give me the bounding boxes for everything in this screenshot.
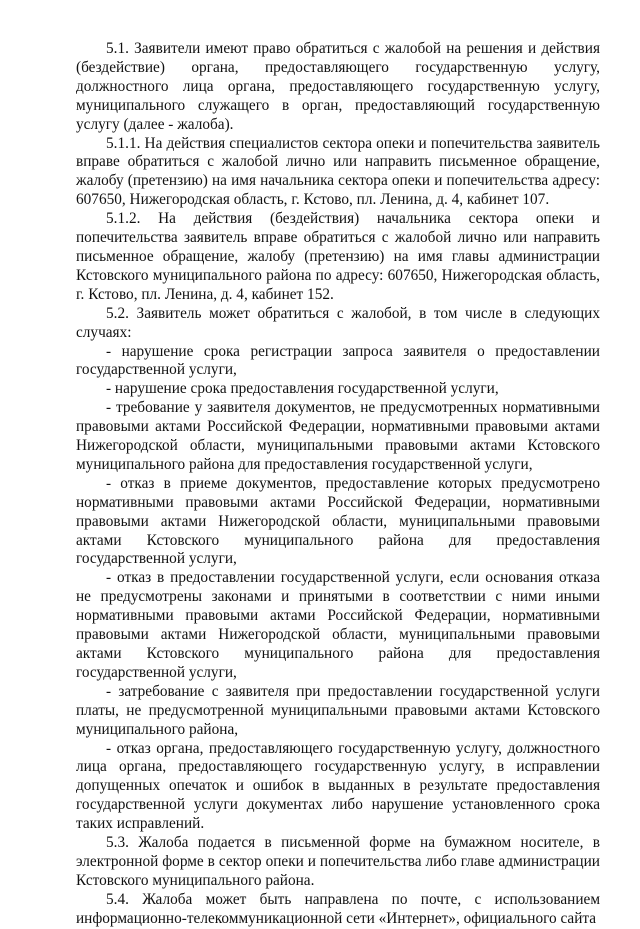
- paragraph-5-1-2: 5.1.2. На действия (бездействия) начальника сектора опеки и попечительства заявитель вправе обратиться с жалобой лично или направить письменное обращение, жалобу (претензию) на имя главы администрации Кстовского муниципального района по адресу: 607650, Нижегородская область, г. Кстово, пл. Ленина, д. 4, кабинет 152.: [76, 210, 600, 303]
- paragraph-5-2: 5.2. Заявитель может обратиться с жалобой, в том числе в следующих случаях:: [76, 304, 600, 341]
- paragraph-5-4: 5.4. Жалоба может быть направлена по почте, с использованием информационно-телекоммуникационной сети «Интернет», официального сайта: [76, 890, 600, 927]
- list-item-acceptance-refusal: - отказ в приеме документов, предоставление которых предусмотрено нормативными правовыми актами Российской Федерации, нормативными правовыми актами Нижегородской области, муниципальными правовыми актами Кстовского муниципального района для предоставления государственной услуги,: [76, 474, 600, 568]
- list-item-fee-demand: - затребование с заявителя при предоставлении государственной услуги платы, не предусмотренной муниципальными правовыми актами Кстовского муниципального района,: [76, 682, 600, 738]
- paragraph-5-1: 5.1. Заявители имеют право обратиться с жалобой на решения и действия (бездействие) органа, предоставляющего государственную услугу, должностного лица органа, предоставляющего государственную услугу, муниципального служащего в орган, предоставляющий государственную услугу (далее - жалоба).: [76, 40, 600, 133]
- list-item-term-violation: - нарушение срока предоставления государственной услуги,: [106, 380, 499, 398]
- paragraph-5-3: 5.3. Жалоба подается в письменной форме на бумажном носителе, в электронной форме в сектор опеки и попечительства либо главе администрации Кстовского муниципального района.: [76, 834, 600, 889]
- list-item-registration-violation: - нарушение срока регистрации запроса заявителя о предоставлении государственной услуги,: [76, 342, 600, 379]
- list-item-correction-refusal: - отказ органа, предоставляющего государственную услугу, должностного лица органа, предоставляющего государственную услугу, в исправлении допущенных опечаток и ошибок в выданных в результате предоставления государственной услуги документах либо нарушение установленного срока таких исправлений.: [76, 739, 600, 833]
- document-page: [76, 40, 600, 929]
- paragraph-5-1-1: 5.1.1. На действия специалистов сектора опеки и попечительства заявитель вправе обратиться с жалобой лично или направить письменное обращение, жалобу (претензию) на имя начальника сектора опеки и попечительства адресу: 607650, Нижегородская область, г. Кстово, пл. Ленина, д. 4, кабинет 107.: [76, 134, 600, 209]
- list-item-documents-demand: - требование у заявителя документов, не предусмотренных нормативными правовыми актами Российской Федерации, нормативными правовыми актами Нижегородской области, муниципальными правовыми актами Кстовского муниципального района для предоставления государственной услуги,: [76, 399, 600, 473]
- list-item-service-refusal: - отказ в предоставлении государственной услуги, если основания отказа не предусмотрены законами и принятыми в соответствии с ними иными нормативными правовыми актами Российской Федерации, нормативными правовыми актами Нижегородской области, муниципальными правовыми актами Кстовского муниципального района для предоставления государственной услуги,: [76, 569, 600, 681]
